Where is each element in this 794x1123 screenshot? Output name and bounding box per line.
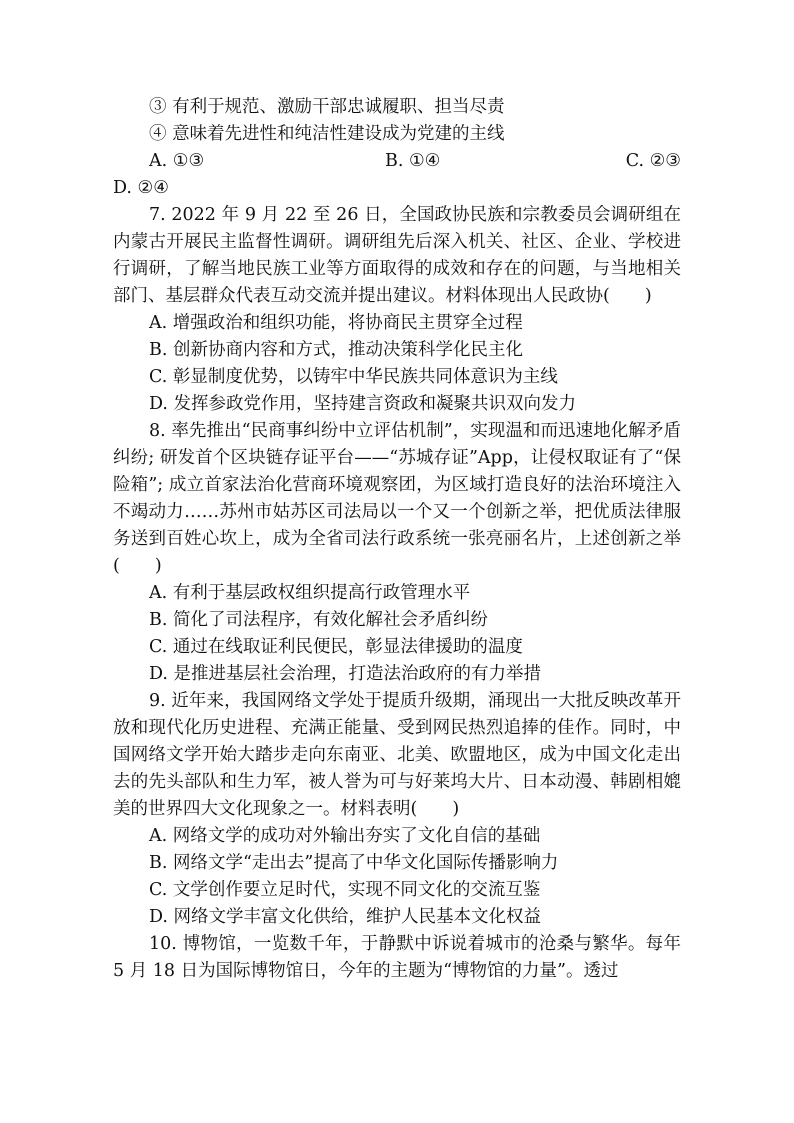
q8-option-a: A. 有利于基层政权组织提高行政管理水平 <box>149 583 471 603</box>
q6-choices <box>113 148 681 175</box>
q6-choice-c: C. ②③ <box>625 151 681 171</box>
q9-option-d: D. 网络文学丰富文化供给，维护人民基本文化权益 <box>149 907 542 927</box>
q7-option-d: D. 发挥参政党作用，坚持建言资政和凝聚共识双向发力 <box>149 394 577 414</box>
q6-choice-a: A. ①③ <box>149 151 205 171</box>
q8-option-b: B. 简化了司法程序，有效化解社会矛盾纠纷 <box>149 610 488 630</box>
q8-stem: 8. 率先推出“民商事纠纷中立评估机制”，实现温和而迅速地化解矛盾纠纷; 研发首个区块链存证平台——“苏城存证”App，让侵权取证有了“保险箱”; 成立首家法治化营商环境观察团，为区域打造良好的法治环境注入不竭动力……苏州市姑苏区司法局以一个又一个创新之举，把优质法律服务送到百姓心坎上，成为全省司法行政系统一张亮丽名片，上述创新之举 ( ) <box>113 421 699 576</box>
q9-option-b: B. 网络文学“走出去”提高了中华文化国际传播影响力 <box>149 853 559 873</box>
q7-stem: 7. 2022 年 9 月 22 至 26 日，全国政协民族和宗教委员会调研组在内蒙古开展民主监督性调研。调研组先后深入机关、社区、企业、学校进行调研，了解当地民族工业等方面取得的成效和存在的问题，与当地相关部门、基层群众代表互动交流并提出建议。材料体现出人民政协( ) <box>113 205 681 306</box>
q6-choice-b: B. ①④ <box>385 151 441 171</box>
q6-item-3: ③ 有利于规范、激励干部忠诚履职、担当尽责 <box>149 97 505 117</box>
q9-option-a: A. 网络文学的成功对外输出夯实了文化自信的基础 <box>149 826 541 846</box>
q10-stem: 10. 博物馆，一览数千年，于静默中诉说着城市的沧桑与繁华。每年 5 月 18 日为国际博物馆日，今年的主题为“博物馆的力量”。透过 <box>113 934 681 981</box>
q7-option-a: A. 增强政治和组织功能，将协商民主贯穿全过程 <box>149 313 523 333</box>
q8-option-d: D. 是推进基层社会治理，打造法治政府的有力举措 <box>149 664 542 684</box>
q9-option-c: C. 文学创作要立足时代，实现不同文化的交流互鉴 <box>149 880 541 900</box>
q6-item-4: ④ 意味着先进性和纯洁性建设成为党建的主线 <box>149 124 505 144</box>
q9-stem: 9. 近年来，我国网络文学处于提质升级期，涌现出一大批反映改革开放和现代化历史进程、充满正能量、受到网民热烈追捧的佳作。同时，中国网络文学开始大踏步走向东南亚、北美、欧盟地区，成为中国文化走出去的先头部队和生力军，被人誉为可与好莱坞大片、日本动漫、韩剧相媲美的世界四大文化现象之一。材料表明( ) <box>113 691 681 819</box>
q7-option-c: C. 彰显制度优势，以铸牢中华民族共同体意识为主线 <box>149 367 558 387</box>
q7-option-b: B. 创新协商内容和方式，推动决策科学化民主化 <box>149 340 523 360</box>
q8-option-c: C. 通过在线取证利民便民，彰显法律援助的温度 <box>149 637 523 657</box>
q6-choice-d: D. ②④ <box>113 178 169 198</box>
document-page <box>113 94 699 985</box>
